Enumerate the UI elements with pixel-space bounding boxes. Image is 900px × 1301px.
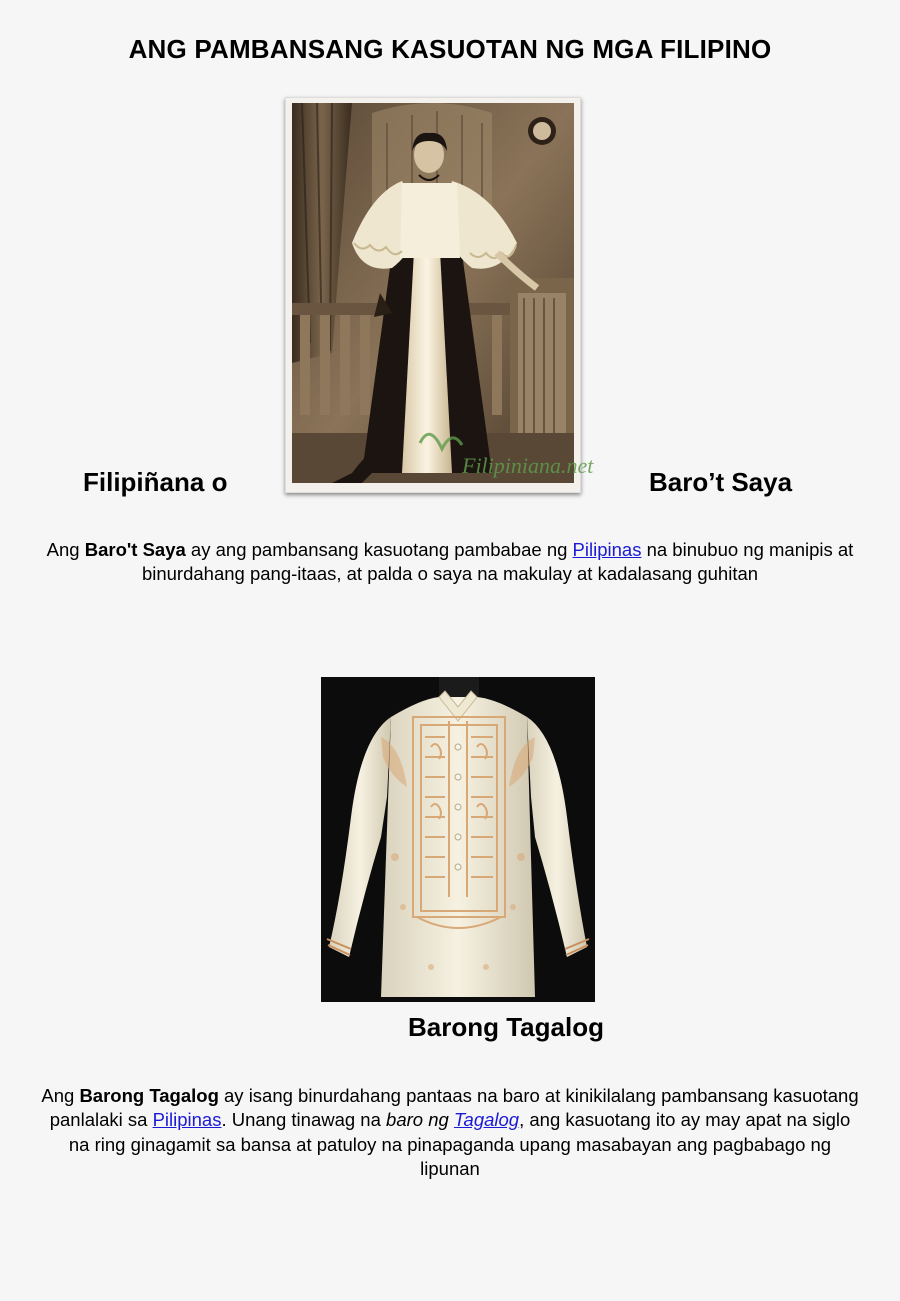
watermark-logo: Filipiniana.net [462,453,594,478]
barong-tagalog-description [40,1084,860,1182]
text-fragment: Ang [41,1084,80,1106]
heading-barot-saya: Baro’t Saya [649,467,793,497]
text-fragment: Ang [46,538,85,560]
baro-t-saya-photo [285,97,594,493]
heading-filipinana: Filipiñana o [83,467,228,497]
pilipinas-link[interactable]: Pilipinas [152,1109,222,1130]
pilipinas-link[interactable]: Pilipinas [572,538,642,560]
barong-tagalog-photo [321,677,595,1002]
heading-barong-tagalog: Barong Tagalog [408,1012,604,1042]
page-title: ANG PAMBANSANG KASUOTAN NG MGA FILIPINO [128,34,772,64]
text-fragment: ay ang pambansang kasuotang pambabae ng [185,538,573,560]
text-fragment: , ang kasuotang ito ay may apat na siglo na ring ginagamit sa bansa at patuloy na pinapaganda upang masabayan ang pagbabago ng lipunan [68,1109,851,1179]
bold-term: Baro't Saya [84,538,186,560]
text-fragment: ay isang binurdahang pantaas na baro at kinikilalang pambansang kasuotang panlalaki sa [49,1084,859,1130]
barot-saya-description [40,538,860,587]
tagalog-link[interactable]: Tagalog [453,1109,520,1130]
text-fragment: . Unang tinawag na [221,1109,387,1130]
text-fragment: na binubuo ng manipis at binurdahang pang-itaas, at palda o saya na makulay at kadalasang guhitan [141,538,854,584]
bold-term: Barong Tagalog [79,1084,219,1106]
italic-term: baro ng [386,1109,454,1130]
